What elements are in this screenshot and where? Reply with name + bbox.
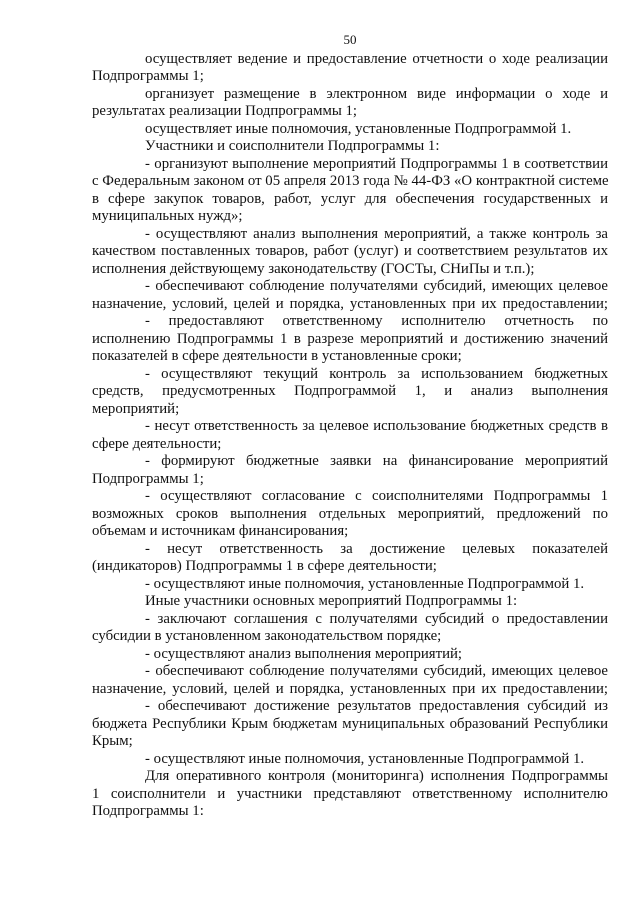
text-line: с Федеральным законом от 05 апреля 2013 года № 44-ФЗ «О контрактной системе bbox=[92, 173, 609, 189]
page-number: 50 bbox=[343, 32, 357, 47]
text-line: бюджета Республики Крым бюджетам муниципальных образований Республики bbox=[92, 716, 608, 732]
text-line: мероприятий; bbox=[92, 401, 180, 417]
text-line: осуществляет ведение и предоставление отчетности о ходе реализации bbox=[145, 51, 608, 67]
text-line: - предоставляют ответственному исполнителю отчетность по bbox=[145, 313, 608, 329]
text-line: - обеспечивают соблюдение получателями субсидий, имеющих целевое bbox=[145, 278, 608, 294]
text-line: - осуществляют анализ выполнения мероприятий; bbox=[145, 646, 463, 662]
text-line: Крым; bbox=[92, 733, 133, 749]
text-line: (индикаторов) Подпрограммы 1 в сфере деятельности; bbox=[92, 558, 437, 574]
text-line: - осуществляют текущий контроль за использованием бюджетных bbox=[145, 366, 608, 382]
text-line: результатах реализации Подпрограммы 1; bbox=[92, 103, 357, 119]
text-line: сфере деятельности; bbox=[92, 436, 222, 452]
text-line: - организуют выполнение мероприятий Подпрограммы 1 в соответствии bbox=[145, 156, 608, 172]
text-line: 1 соисполнители и участники представляют ответственному исполнителю bbox=[92, 786, 608, 802]
text-line: организует размещение в электронном виде информации о ходе и bbox=[145, 86, 608, 102]
text-line: Подпрограммы 1; bbox=[92, 471, 204, 487]
text-line: показателей в сфере деятельности в установленные сроки; bbox=[92, 348, 462, 364]
text-line: - формируют бюджетные заявки на финансирование мероприятий bbox=[145, 453, 608, 469]
text-line: - обеспечивают достижение результатов предоставления субсидий из bbox=[145, 698, 608, 714]
text-line: - обеспечивают соблюдение получателями субсидий, имеющих целевое bbox=[145, 663, 608, 679]
text-line: - заключают соглашения с получателями субсидий о предоставлении bbox=[145, 611, 608, 627]
text-line: - несут ответственность за достижение целевых показателей bbox=[145, 541, 608, 557]
text-line: Подпрограммы 1; bbox=[92, 68, 204, 84]
text-line: - несут ответственность за целевое использование бюджетных средств в bbox=[145, 418, 608, 434]
text-line: средств, предусмотренных Подпрограммой 1, и анализ выполнения bbox=[92, 383, 608, 399]
text-line: субсидии в установленном законодательством порядке; bbox=[92, 628, 442, 644]
text-line: - осуществляют иные полномочия, установленные Подпрограммой 1. bbox=[145, 576, 585, 592]
text-line: назначение, условий, целей и порядка, установленных при их предоставлении; bbox=[92, 296, 608, 312]
text-line: исполнению Подпрограммы 1 в разрезе мероприятий и достижению значений bbox=[92, 331, 608, 347]
text-line: возможных сроков выполнения отдельных мероприятий, предложений по bbox=[92, 506, 608, 522]
text-line: Иные участники основных мероприятий Подпрограммы 1: bbox=[145, 593, 518, 609]
text-line: Подпрограммы 1: bbox=[92, 803, 204, 819]
text-line: осуществляет иные полномочия, установленные Подпрограммой 1. bbox=[145, 121, 572, 137]
text-line: в сфере закупок товаров, работ, услуг для обеспечения государственных и bbox=[92, 191, 608, 207]
text-line: Для оперативного контроля (мониторинга) исполнения Подпрограммы bbox=[145, 768, 608, 784]
text-line: Участники и соисполнители Подпрограммы 1: bbox=[145, 138, 440, 154]
text-line: назначение, условий, целей и порядка, установленных при их предоставлении; bbox=[92, 681, 608, 697]
text-line: - осуществляют анализ выполнения мероприятий, а также контроль за bbox=[145, 226, 608, 242]
text-line: - осуществляют иные полномочия, установленные Подпрограммой 1. bbox=[145, 751, 585, 767]
text-line: - осуществляют согласование с соисполнителями Подпрограммы 1 bbox=[145, 488, 608, 504]
text-line: объемам и источникам финансирования; bbox=[92, 523, 349, 539]
text-line: муниципальных нужд»; bbox=[92, 208, 243, 224]
text-line: исполнения действующему законодательству (ГОСТы, СНиПы и т.п.); bbox=[92, 261, 535, 277]
text-line: качеством поставленных товаров, работ (услуг) и соответствием результатов их bbox=[92, 243, 608, 259]
